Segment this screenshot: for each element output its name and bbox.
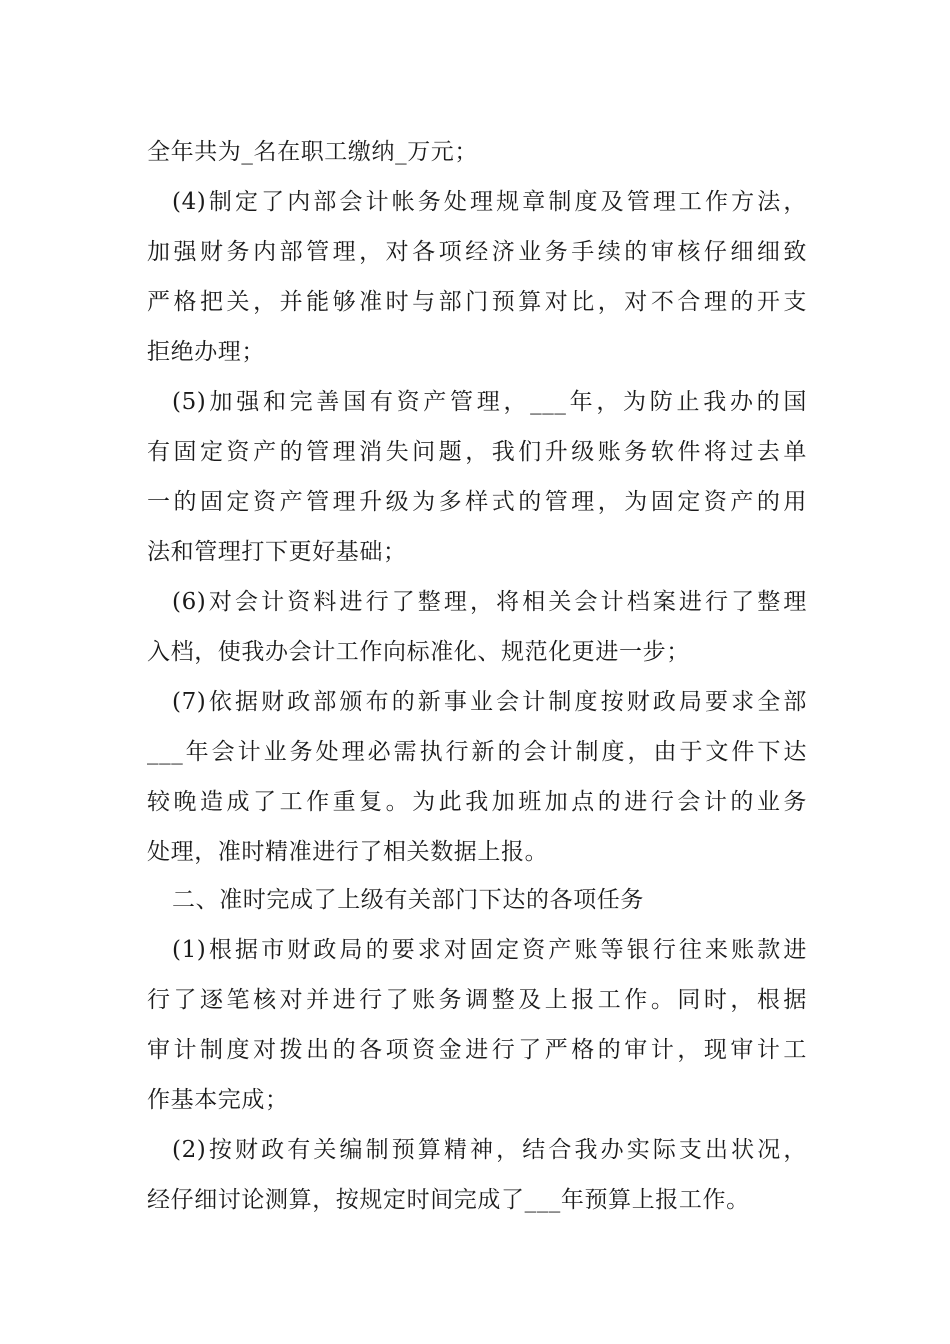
text-line: 经仔细讨论测算，按规定时间完成了___年预算上报工作。 [147, 1187, 750, 1213]
text-line: 严格把关，并能够准时与部门预算对比，对不合理的开支 [147, 289, 807, 315]
text-line: (5)加强和完善国有资产管理，___年，为防止我办的国 [172, 389, 807, 415]
text-line: (7)依据财政部颁布的新事业会计制度按财政局要求全部 [172, 689, 807, 715]
text-line: (6)对会计资料进行了整理，将相关会计档案进行了整理 [172, 589, 807, 615]
text-line: 处理，准时精准进行了相关数据上报。 [147, 839, 549, 865]
text-line: 审计制度对拨出的各项资金进行了严格的审计，现审计工 [147, 1037, 807, 1063]
text-line: 全年共为_名在职工缴纳_万元； [147, 139, 478, 165]
text-line: (2)按财政有关编制预算精神，结合我办实际支出状况， [172, 1137, 807, 1163]
text-line: 法和管理打下更好基础； [147, 539, 407, 565]
text-line: 拒绝办理； [147, 339, 265, 365]
text-line: (1)根据市财政局的要求对固定资产账等银行往来账款进 [172, 937, 807, 963]
text-line: 一的固定资产管理升级为多样式的管理，为固定资产的用 [147, 489, 807, 515]
text-line: 行了逐笔核对并进行了账务调整及上报工作。同时，根据 [147, 987, 807, 1013]
text-line: ___年会计业务处理必需执行新的会计制度，由于文件下达 [147, 739, 807, 765]
text-line: (4)制定了内部会计帐务处理规章制度及管理工作方法， [172, 189, 807, 215]
text-line: 有固定资产的管理消失问题，我们升级账务软件将过去单 [147, 439, 807, 465]
text-line: 较晚造成了工作重复。为此我加班加点的进行会计的业务 [147, 789, 807, 815]
text-line: 作基本完成； [147, 1087, 289, 1113]
text-line: 加强财务内部管理，对各项经济业务手续的审核仔细细致 [147, 239, 807, 265]
text-line: 入档，使我办会计工作向标准化、规范化更进一步； [147, 639, 690, 665]
section-heading: 二、准时完成了上级有关部门下达的各项任务 [172, 887, 644, 913]
